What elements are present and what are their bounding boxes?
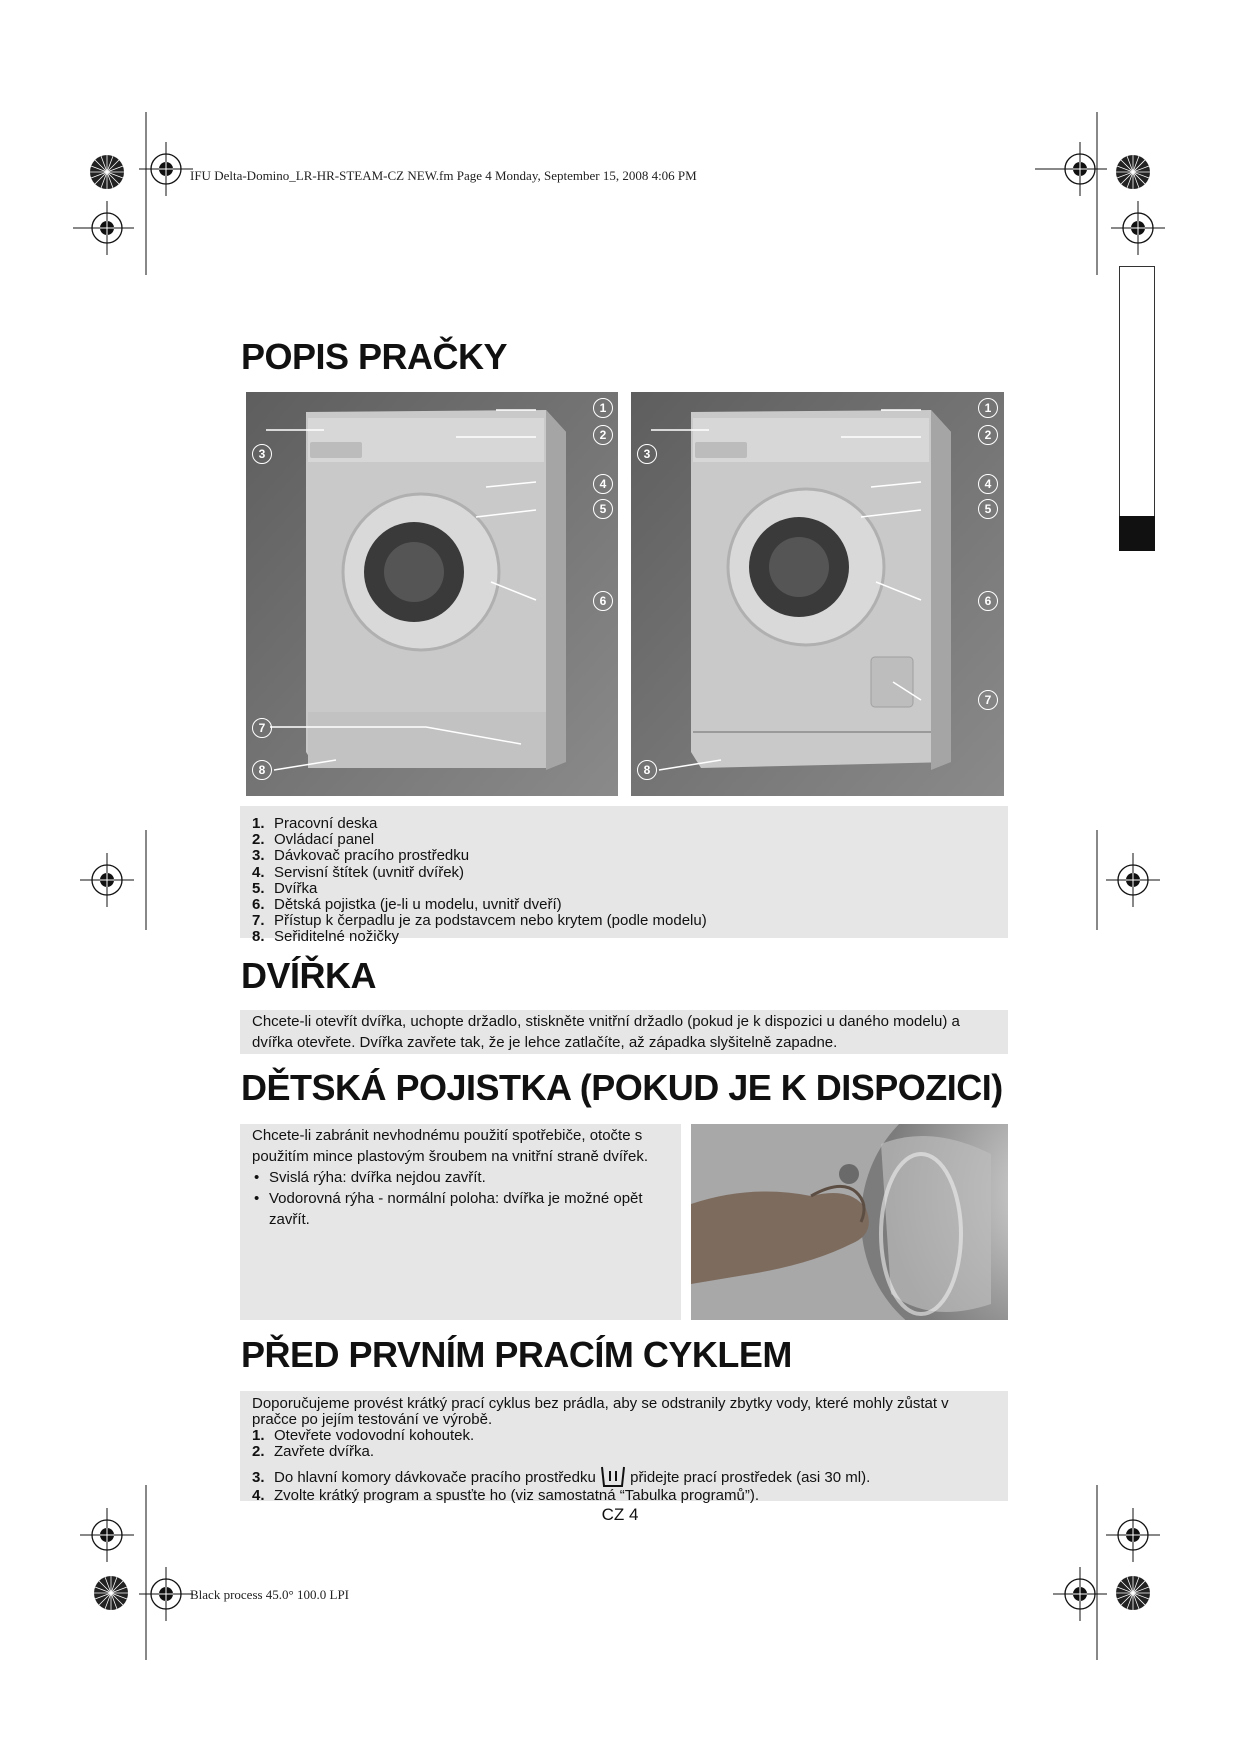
legend-item: 7. Přístup k čerpadlu je za podstavcem nebo krytem (podle modelu) [252,912,707,930]
legend-item: 2. Ovládací panel [252,831,375,849]
callout-3: 3 [637,444,657,464]
print-footer: Black process 45.0° 100.0 LPI [190,1587,350,1602]
section-title-detska-pojistka: DĚTSKÁ POJISTKA (POKUD JE K DISPOZICI) [241,1067,1003,1108]
legend-item: 8. Seřiditelné nožičky [252,928,400,946]
callout-8: 8 [637,760,657,780]
list-item: • Svislá rýha: dvířka nejdou zavřít. [252,1167,671,1188]
callout-4: 4 [978,474,998,494]
callout-2: 2 [593,425,613,445]
legend-item: 4. Servisní štítek (uvnitř dvířek) [252,863,465,881]
page-number: CZ 4 [601,1505,639,1524]
parts-legend [240,806,1008,946]
washer-illustration-right [631,392,1004,796]
list-item: 2. Zavřete dvířka. [252,1443,375,1460]
callout-2: 2 [978,425,998,445]
legend-item: 6. Dětská pojistka (je-li u modelu, uvnitř dveří) [252,896,562,914]
legend-item: 1. Pracovní deska [252,815,378,832]
section-title-pred-prvnim-cyklem: PŘED PRVNÍM PRACÍM CYKLEM [241,1334,792,1375]
door-instructions: Chcete-li otevřít dvířka, uchopte držadlo, stiskněte vnitřní držadlo (pokud je k dispozici u daného modelu) a dvířka otevřete. Dvířka zavřete tak, že je lehce zatlačíte, až západka slyšitelně zapadne. [240,1010,1008,1054]
list-item: 4. Zvolte krátký program a spusťte ho (viz samostatná “Tabulka programů”). [252,1487,759,1504]
callout-6: 6 [978,591,998,611]
callout-1: 1 [593,398,613,418]
callout-7: 7 [252,718,272,738]
list-item: 3. Do hlavní komory dávkovače pracího prostředku přidejte prací prostředek (asi 30 ml). [252,1466,996,1488]
list-item: 1. Otevřete vodovodní kohoutek. [252,1427,475,1444]
child-lock-text [240,1124,681,1320]
washer-photo-left [246,392,618,796]
print-header: IFU Delta-Domino_LR-HR-STEAM-CZ NEW.fm Page 4 Monday, September 15, 2008 4:06 PM [190,168,697,183]
first-cycle-intro: Doporučujeme provést krátký prací cyklus bez prádla, aby se odstranily zbytky vody, které mohly zůstat v pračce po jejím testování ve výrobě. [252,1395,949,1428]
callout-8: 8 [252,760,272,780]
child-lock-intro: Chcete-li zabránit nevhodnému použití spotřebiče, otočte s použitím mince plastovým šroubem na vnitřní straně dvířek. [252,1127,648,1165]
section-title-popis-pracky: POPIS PRAČKY [241,336,508,377]
callout-5: 5 [978,499,998,519]
callout-7: 7 [978,690,998,710]
hand-on-door-illustration [691,1124,1008,1320]
side-tab-marker [1119,516,1155,551]
callout-1: 1 [978,398,998,418]
detergent-compartment-icon [600,1466,626,1488]
washer-photo-right [631,392,1004,796]
legend-item: 5. Dvířka [252,879,318,897]
side-tab-outline [1119,266,1155,551]
callout-4: 4 [593,474,613,494]
child-lock-bullets [252,1167,671,1230]
callout-3: 3 [252,444,272,464]
first-cycle-instructions [240,1391,1008,1504]
legend-item: 3. Dávkovač pracího prostředku [252,847,470,865]
list-item: • Vodorovná rýha - normální poloha: dvířka je možné opět zavřít. [252,1188,671,1230]
callout-5: 5 [593,499,613,519]
child-lock-photo [691,1124,1008,1320]
section-title-dvirka: DVÍŘKA [241,955,377,996]
washer-illustration-left [246,392,618,796]
callout-6: 6 [593,591,613,611]
